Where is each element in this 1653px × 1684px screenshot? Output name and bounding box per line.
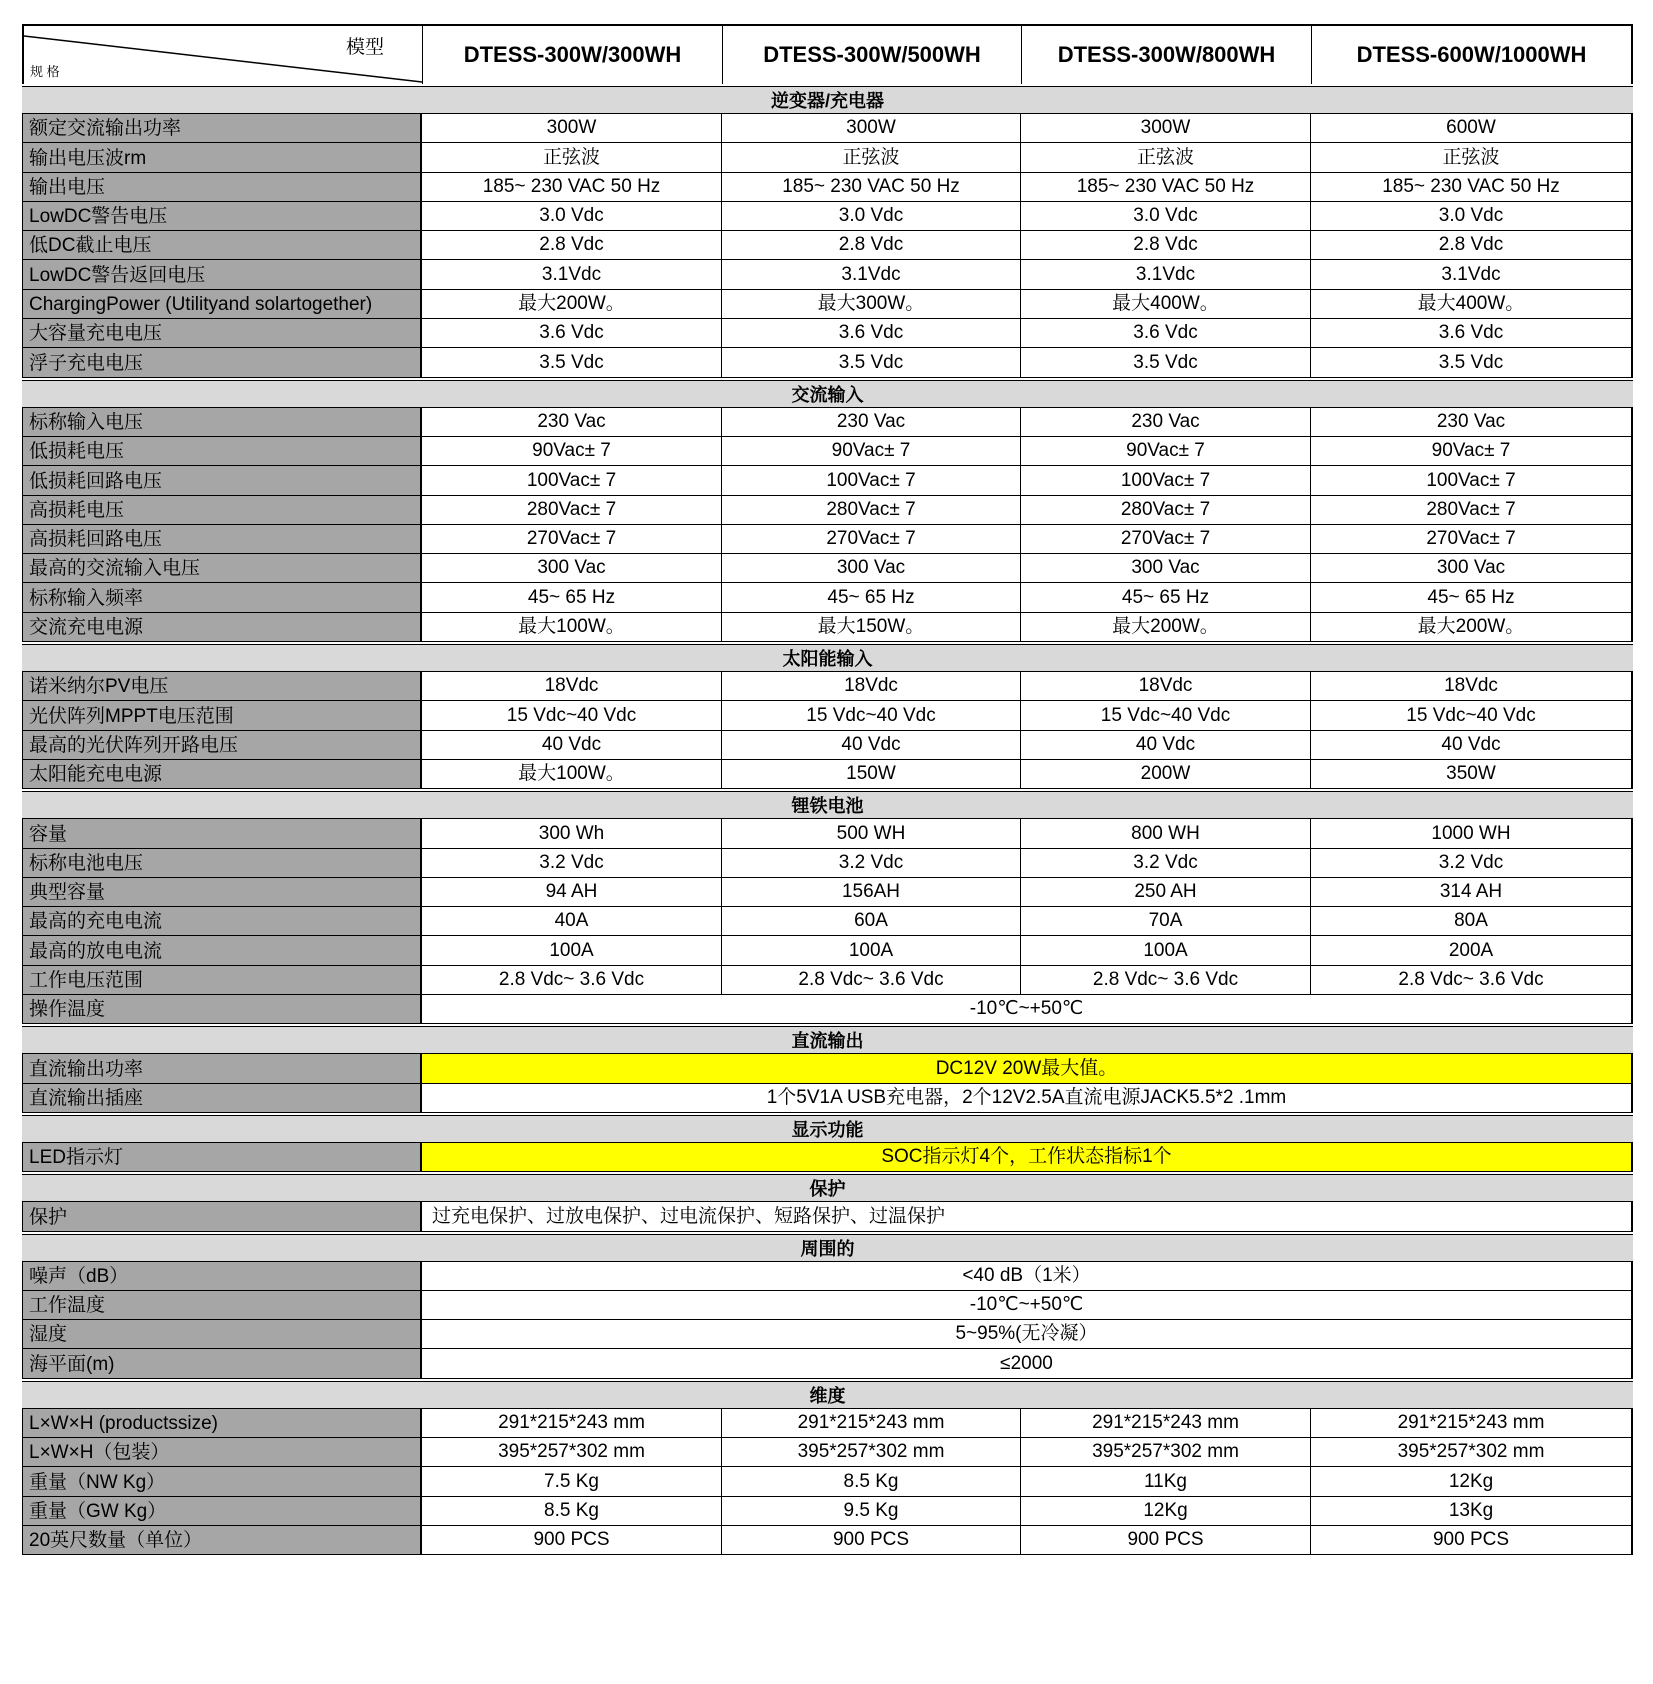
table-row xyxy=(22,496,1633,525)
table-row xyxy=(22,554,1633,583)
value-cell: 900 PCS xyxy=(722,1526,1021,1554)
value-cell: 200W xyxy=(1021,760,1311,788)
value-cell: 3.2 Vdc xyxy=(1021,849,1311,877)
table-row xyxy=(22,731,1633,760)
value-cell: 100A xyxy=(722,936,1021,964)
merged-value-cell: 5~95%(无冷凝） xyxy=(422,1320,1633,1348)
value-cell: 3.6 Vdc xyxy=(722,319,1021,347)
value-cell: 最大400W。 xyxy=(1311,290,1633,318)
value-cell: 291*215*243 mm xyxy=(1311,1409,1633,1437)
row-label: 低损耗电压 xyxy=(22,437,422,465)
table-row xyxy=(22,613,1633,642)
row-label: LED指示灯 xyxy=(22,1143,422,1171)
table-row xyxy=(22,995,1633,1024)
value-cell: 270Vac± 7 xyxy=(1021,525,1311,553)
value-cell: 185~ 230 VAC 50 Hz xyxy=(1311,173,1633,201)
value-cell: 300W xyxy=(722,114,1021,142)
value-cell: 2.8 Vdc~ 3.6 Vdc xyxy=(422,966,722,994)
value-cell: 18Vdc xyxy=(1311,672,1633,700)
row-label: 太阳能充电电源 xyxy=(22,760,422,788)
value-cell: 280Vac± 7 xyxy=(1311,496,1633,524)
value-cell: 3.0 Vdc xyxy=(1021,202,1311,230)
value-cell: 3.6 Vdc xyxy=(1021,319,1311,347)
value-cell: 3.6 Vdc xyxy=(422,319,722,347)
header-corner xyxy=(22,24,422,84)
section-header: 逆变器/充电器 xyxy=(22,86,1633,114)
row-label: 标称输入电压 xyxy=(22,408,422,436)
value-cell: 185~ 230 VAC 50 Hz xyxy=(1021,173,1311,201)
value-cell: 最大400W。 xyxy=(1021,290,1311,318)
value-cell: 291*215*243 mm xyxy=(1021,1409,1311,1437)
value-cell: 2.8 Vdc~ 3.6 Vdc xyxy=(1311,966,1633,994)
value-cell: 3.2 Vdc xyxy=(722,849,1021,877)
table-row xyxy=(22,1054,1633,1083)
value-cell: 395*257*302 mm xyxy=(422,1438,722,1466)
value-cell: 2.8 Vdc~ 3.6 Vdc xyxy=(1021,966,1311,994)
table-body xyxy=(22,86,1633,1555)
value-cell: 300W xyxy=(1021,114,1311,142)
value-cell: 18Vdc xyxy=(1021,672,1311,700)
table-row xyxy=(22,319,1633,348)
value-cell: 60A xyxy=(722,907,1021,935)
value-cell: 80A xyxy=(1311,907,1633,935)
row-label: 输出电压 xyxy=(22,173,422,201)
table-row xyxy=(22,849,1633,878)
value-cell: 40 Vdc xyxy=(1021,731,1311,759)
value-cell: 8.5 Kg xyxy=(422,1497,722,1525)
table-row xyxy=(22,936,1633,965)
table-row xyxy=(22,966,1633,995)
value-cell: 90Vac± 7 xyxy=(722,437,1021,465)
merged-value-cell: -10℃~+50℃ xyxy=(422,995,1633,1023)
row-label: 直流输出插座 xyxy=(22,1084,422,1112)
value-cell: 2.8 Vdc xyxy=(1021,231,1311,259)
model-column-header: DTESS-300W/800WH xyxy=(1021,24,1311,84)
table-row xyxy=(22,1409,1633,1438)
value-cell: 2.8 Vdc~ 3.6 Vdc xyxy=(722,966,1021,994)
value-cell: 15 Vdc~40 Vdc xyxy=(722,701,1021,729)
row-label: ChargingPower (Utilityand solartogether) xyxy=(22,290,422,318)
merged-value-cell: SOC指示灯4个，工作状态指标1个 xyxy=(422,1143,1633,1171)
value-cell: 90Vac± 7 xyxy=(1021,437,1311,465)
value-cell: 280Vac± 7 xyxy=(422,496,722,524)
value-cell: 250 AH xyxy=(1021,878,1311,906)
row-label: 保护 xyxy=(22,1202,422,1230)
section-header: 保护 xyxy=(22,1174,1633,1202)
row-label: 重量（NW Kg） xyxy=(22,1467,422,1495)
section-header: 显示功能 xyxy=(22,1115,1633,1143)
value-cell: 900 PCS xyxy=(422,1526,722,1554)
value-cell: 40 Vdc xyxy=(722,731,1021,759)
table-row xyxy=(22,437,1633,466)
value-cell: 12Kg xyxy=(1021,1497,1311,1525)
value-cell: 2.8 Vdc xyxy=(722,231,1021,259)
value-cell: 15 Vdc~40 Vdc xyxy=(422,701,722,729)
value-cell: 3.1Vdc xyxy=(422,260,722,288)
value-cell: 280Vac± 7 xyxy=(722,496,1021,524)
value-cell: 3.1Vdc xyxy=(722,260,1021,288)
merged-value-cell: <40 dB（1米） xyxy=(422,1262,1633,1290)
value-cell: 150W xyxy=(722,760,1021,788)
value-cell: 185~ 230 VAC 50 Hz xyxy=(422,173,722,201)
value-cell: 100Vac± 7 xyxy=(722,466,1021,494)
row-label: L×W×H（包装） xyxy=(22,1438,422,1466)
table-row xyxy=(22,290,1633,319)
table-row xyxy=(22,408,1633,437)
value-cell: 15 Vdc~40 Vdc xyxy=(1021,701,1311,729)
value-cell: 270Vac± 7 xyxy=(722,525,1021,553)
section-header: 维度 xyxy=(22,1381,1633,1409)
row-label: 大容量充电电压 xyxy=(22,319,422,347)
table-row xyxy=(22,1497,1633,1526)
row-label: 典型容量 xyxy=(22,878,422,906)
row-label: 最高的充电电流 xyxy=(22,907,422,935)
value-cell: 291*215*243 mm xyxy=(722,1409,1021,1437)
table-row xyxy=(22,878,1633,907)
value-cell: 900 PCS xyxy=(1311,1526,1633,1554)
value-cell: 800 WH xyxy=(1021,819,1311,847)
value-cell: 最大100W。 xyxy=(422,613,722,641)
value-cell: 350W xyxy=(1311,760,1633,788)
table-row xyxy=(22,173,1633,202)
value-cell: 291*215*243 mm xyxy=(422,1409,722,1437)
table-row xyxy=(22,231,1633,260)
value-cell: 100Vac± 7 xyxy=(1311,466,1633,494)
value-cell: 12Kg xyxy=(1311,1467,1633,1495)
merged-value-cell: 过充电保护、过放电保护、过电流保护、短路保护、过温保护 xyxy=(422,1202,1633,1230)
row-label: L×W×H (productssize) xyxy=(22,1409,422,1437)
row-label: 标称电池电压 xyxy=(22,849,422,877)
value-cell: 230 Vac xyxy=(1311,408,1633,436)
row-label: 重量（GW Kg） xyxy=(22,1497,422,1525)
value-cell: 280Vac± 7 xyxy=(1021,496,1311,524)
value-cell: 3.0 Vdc xyxy=(1311,202,1633,230)
value-cell: 395*257*302 mm xyxy=(1021,1438,1311,1466)
value-cell: 2.8 Vdc xyxy=(422,231,722,259)
value-cell: 40 Vdc xyxy=(1311,731,1633,759)
value-cell: 15 Vdc~40 Vdc xyxy=(1311,701,1633,729)
value-cell: 395*257*302 mm xyxy=(722,1438,1021,1466)
table-row xyxy=(22,1291,1633,1320)
row-label: 低损耗回路电压 xyxy=(22,466,422,494)
table-row xyxy=(22,260,1633,289)
table-row xyxy=(22,819,1633,848)
value-cell: 100A xyxy=(1021,936,1311,964)
row-label: 工作电压范围 xyxy=(22,966,422,994)
table-row xyxy=(22,1143,1633,1172)
table-row xyxy=(22,348,1633,377)
section-header: 锂铁电池 xyxy=(22,791,1633,819)
value-cell: 90Vac± 7 xyxy=(1311,437,1633,465)
section-header: 周围的 xyxy=(22,1234,1633,1262)
row-label: 最高的交流输入电压 xyxy=(22,554,422,582)
section-header: 直流输出 xyxy=(22,1026,1633,1054)
value-cell: 40 Vdc xyxy=(422,731,722,759)
value-cell: 11Kg xyxy=(1021,1467,1311,1495)
row-label: 高损耗电压 xyxy=(22,496,422,524)
value-cell: 200A xyxy=(1311,936,1633,964)
value-cell: 3.0 Vdc xyxy=(722,202,1021,230)
value-cell: 45~ 65 Hz xyxy=(1311,583,1633,611)
value-cell: 3.2 Vdc xyxy=(1311,849,1633,877)
table-row xyxy=(22,143,1633,172)
model-column-header: DTESS-600W/1000WH xyxy=(1311,24,1633,84)
value-cell: 185~ 230 VAC 50 Hz xyxy=(722,173,1021,201)
value-cell: 90Vac± 7 xyxy=(422,437,722,465)
value-cell: 最大150W。 xyxy=(722,613,1021,641)
value-cell: 3.1Vdc xyxy=(1311,260,1633,288)
merged-value-cell: DC12V 20W最大值。 xyxy=(422,1054,1633,1082)
value-cell: 70A xyxy=(1021,907,1311,935)
value-cell: 3.5 Vdc xyxy=(1021,348,1311,376)
value-cell: 最大200W。 xyxy=(422,290,722,318)
value-cell: 18Vdc xyxy=(422,672,722,700)
section-header: 交流输入 xyxy=(22,380,1633,408)
table-row xyxy=(22,583,1633,612)
value-cell: 8.5 Kg xyxy=(722,1467,1021,1495)
row-label: 输出电压波rm xyxy=(22,143,422,171)
value-cell: 500 WH xyxy=(722,819,1021,847)
value-cell: 900 PCS xyxy=(1021,1526,1311,1554)
value-cell: 600W xyxy=(1311,114,1633,142)
table-row xyxy=(22,525,1633,554)
row-label: 交流充电电源 xyxy=(22,613,422,641)
value-cell: 230 Vac xyxy=(722,408,1021,436)
value-cell: 94 AH xyxy=(422,878,722,906)
spec-label: 规 格 xyxy=(30,64,60,79)
value-cell: 300W xyxy=(422,114,722,142)
value-cell: 最大200W。 xyxy=(1021,613,1311,641)
value-cell: 3.5 Vdc xyxy=(422,348,722,376)
value-cell: 156AH xyxy=(722,878,1021,906)
value-cell: 3.5 Vdc xyxy=(722,348,1021,376)
row-label: 诺米纳尔PV电压 xyxy=(22,672,422,700)
row-label: 工作温度 xyxy=(22,1291,422,1319)
table-row xyxy=(22,202,1633,231)
value-cell: 18Vdc xyxy=(722,672,1021,700)
row-label: 直流输出功率 xyxy=(22,1054,422,1082)
row-label: 海平面(m) xyxy=(22,1349,422,1377)
value-cell: 100Vac± 7 xyxy=(422,466,722,494)
value-cell: 最大100W。 xyxy=(422,760,722,788)
table-row xyxy=(22,1349,1633,1378)
table-row xyxy=(22,672,1633,701)
value-cell: 1000 WH xyxy=(1311,819,1633,847)
model-label: 模型 xyxy=(345,37,384,58)
value-cell: 2.8 Vdc xyxy=(1311,231,1633,259)
merged-value-cell: ≤2000 xyxy=(422,1349,1633,1377)
value-cell: 45~ 65 Hz xyxy=(722,583,1021,611)
value-cell: 100A xyxy=(422,936,722,964)
table-row xyxy=(22,760,1633,789)
value-cell: 3.2 Vdc xyxy=(422,849,722,877)
section-header: 太阳能输入 xyxy=(22,644,1633,672)
value-cell: 300 Vac xyxy=(722,554,1021,582)
table-row xyxy=(22,1320,1633,1349)
row-label: 最高的光伏阵列开路电压 xyxy=(22,731,422,759)
value-cell: 正弦波 xyxy=(1021,143,1311,171)
table-row xyxy=(22,1467,1633,1496)
value-cell: 270Vac± 7 xyxy=(422,525,722,553)
value-cell: 300 Wh xyxy=(422,819,722,847)
row-label: 最高的放电电流 xyxy=(22,936,422,964)
value-cell: 3.6 Vdc xyxy=(1311,319,1633,347)
value-cell: 45~ 65 Hz xyxy=(422,583,722,611)
table-row xyxy=(22,1262,1633,1291)
table-row xyxy=(22,1202,1633,1231)
row-label: 标称输入频率 xyxy=(22,583,422,611)
value-cell: 395*257*302 mm xyxy=(1311,1438,1633,1466)
row-label: 噪声（dB） xyxy=(22,1262,422,1290)
value-cell: 13Kg xyxy=(1311,1497,1633,1525)
row-label: 浮子充电电压 xyxy=(22,348,422,376)
value-cell: 300 Vac xyxy=(1021,554,1311,582)
merged-value-cell: -10℃~+50℃ xyxy=(422,1291,1633,1319)
row-label: 湿度 xyxy=(22,1320,422,1348)
value-cell: 正弦波 xyxy=(422,143,722,171)
value-cell: 270Vac± 7 xyxy=(1311,525,1633,553)
value-cell: 7.5 Kg xyxy=(422,1467,722,1495)
value-cell: 230 Vac xyxy=(422,408,722,436)
row-label: LowDC警告电压 xyxy=(22,202,422,230)
spec-table xyxy=(22,24,1633,1555)
table-row xyxy=(22,114,1633,143)
value-cell: 45~ 65 Hz xyxy=(1021,583,1311,611)
table-row xyxy=(22,1438,1633,1467)
value-cell: 300 Vac xyxy=(422,554,722,582)
row-label: 低DC截止电压 xyxy=(22,231,422,259)
value-cell: 最大200W。 xyxy=(1311,613,1633,641)
table-row xyxy=(22,1526,1633,1555)
value-cell: 314 AH xyxy=(1311,878,1633,906)
value-cell: 正弦波 xyxy=(1311,143,1633,171)
value-cell: 3.0 Vdc xyxy=(422,202,722,230)
row-label: 操作温度 xyxy=(22,995,422,1023)
table-row xyxy=(22,701,1633,730)
row-label: 光伏阵列MPPT电压范围 xyxy=(22,701,422,729)
table-row xyxy=(22,466,1633,495)
value-cell: 最大300W。 xyxy=(722,290,1021,318)
row-label: 额定交流输出功率 xyxy=(22,114,422,142)
value-cell: 3.1Vdc xyxy=(1021,260,1311,288)
table-row xyxy=(22,907,1633,936)
value-cell: 100Vac± 7 xyxy=(1021,466,1311,494)
row-label: 高损耗回路电压 xyxy=(22,525,422,553)
row-label: 容量 xyxy=(22,819,422,847)
value-cell: 9.5 Kg xyxy=(722,1497,1021,1525)
value-cell: 300 Vac xyxy=(1311,554,1633,582)
merged-value-cell: 1个5V1A USB充电器，2个12V2.5A直流电源JACK5.5*2 .1mm xyxy=(422,1084,1633,1112)
row-label: 20英尺数量（单位） xyxy=(22,1526,422,1554)
model-column-header: DTESS-300W/500WH xyxy=(722,24,1021,84)
value-cell: 230 Vac xyxy=(1021,408,1311,436)
value-cell: 3.5 Vdc xyxy=(1311,348,1633,376)
row-label: LowDC警告返回电压 xyxy=(22,260,422,288)
table-header xyxy=(22,24,1633,84)
table-row xyxy=(22,1084,1633,1113)
value-cell: 正弦波 xyxy=(722,143,1021,171)
value-cell: 40A xyxy=(422,907,722,935)
model-column-header: DTESS-300W/300WH xyxy=(422,24,722,84)
